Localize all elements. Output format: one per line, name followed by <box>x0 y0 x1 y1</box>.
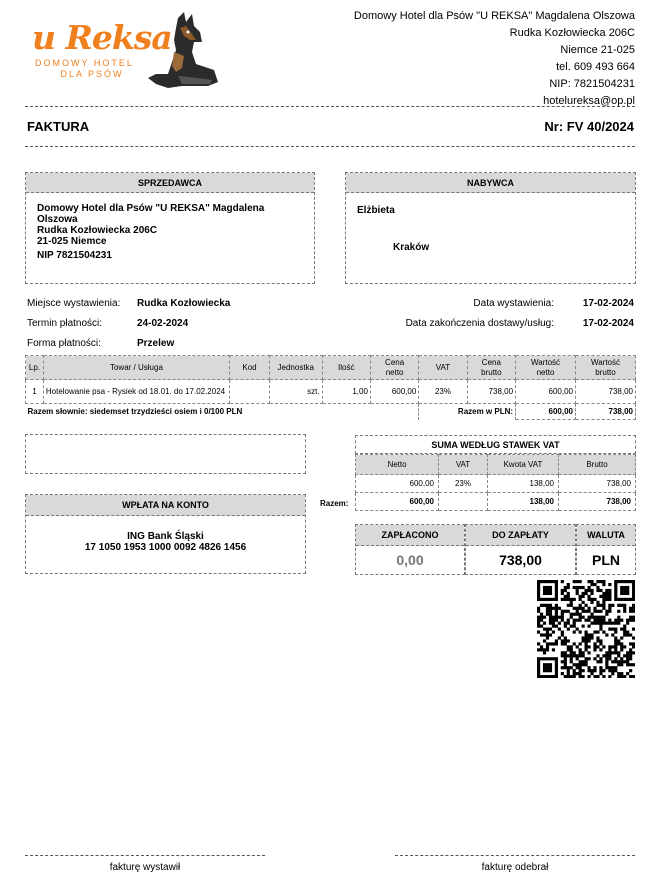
bank-box <box>25 494 306 574</box>
divider <box>25 146 635 147</box>
vat-summary-table <box>355 454 636 511</box>
seller-city: 21-025 Niemce <box>37 236 107 247</box>
bank-header: WPŁATA NA KONTO <box>26 495 305 516</box>
vat-col-amount: Kwota VAT <box>488 455 559 475</box>
seller-nip: NIP 7821504231 <box>37 250 112 261</box>
term-value: 24-02-2024 <box>137 318 189 329</box>
row-net-value: 600,00 <box>516 380 576 404</box>
place-value: Rudka Kozłowiecka <box>137 298 231 309</box>
buyer-header: NABYWCA <box>346 173 635 193</box>
place-label: Miejsce wystawienia: <box>27 298 121 309</box>
row-vat: 23% <box>419 380 467 404</box>
paid-box <box>355 524 465 575</box>
table-row <box>26 380 636 404</box>
logo <box>26 12 226 92</box>
col-name: Towar / Usługa <box>43 356 229 380</box>
total-in-words: Razem słownie: siedemset trzydzieści osiem i 0/100 PLN <box>26 404 419 420</box>
vat-sum-label: Razem: <box>320 499 349 508</box>
invoice-title: FAKTURA <box>27 119 90 134</box>
due-label: DO ZAPŁATY <box>466 525 575 546</box>
dog-icon <box>138 12 220 90</box>
vat-sum-rate-empty <box>439 493 488 511</box>
company-postal: Niemce 21-025 <box>560 44 635 56</box>
buyer-city: Kraków <box>393 242 430 253</box>
seller-name: Domowy Hotel dla Psów "U REKSA" Magdalena Olszowa <box>37 203 265 225</box>
vat-col-net: Netto <box>356 455 439 475</box>
vat-col-gross: Brutto <box>559 455 636 475</box>
vat-row-rate: 23% <box>439 475 488 493</box>
row-net-price: 600,00 <box>370 380 418 404</box>
delivery-date-label: Data zakończenia dostawy/usług: <box>405 318 554 329</box>
seller-details <box>26 193 314 261</box>
delivery-date-value: 17-02-2024 <box>582 318 634 329</box>
term-label: Termin płatności: <box>27 318 103 329</box>
company-name: Domowy Hotel dla Psów "U REKSA" Magdalena Olszowa <box>353 10 635 22</box>
currency-box <box>576 524 636 575</box>
row-unit: szt. <box>269 380 322 404</box>
row-qty: 1,00 <box>322 380 370 404</box>
due-box <box>465 524 576 575</box>
vat-sum-gross: 738,00 <box>559 493 636 511</box>
issue-date-label: Data wystawienia: <box>473 298 554 309</box>
row-lp: 1 <box>26 380 44 404</box>
qr-code-icon <box>537 580 635 678</box>
notes-box <box>25 434 306 474</box>
vat-row-net: 600,00 <box>356 475 439 493</box>
vat-header-row <box>356 455 636 475</box>
col-gross-value: Wartość brutto <box>575 356 635 380</box>
signature-issued-label: fakturę wystawił <box>109 862 181 873</box>
company-email: hotelureksa@op.pl <box>543 95 635 107</box>
due-value: 738,00 <box>499 552 542 568</box>
vat-sum-net: 600,00 <box>356 493 439 511</box>
items-header-row <box>26 356 636 380</box>
total-label: Razem w PLN: <box>419 404 516 420</box>
buyer-name: Elżbieta <box>357 205 395 216</box>
vat-row-gross: 738,00 <box>559 475 636 493</box>
company-phone: tel. 609 493 664 <box>556 61 635 73</box>
paid-label: ZAPŁACONO <box>356 525 464 546</box>
col-gross-price: Cena brutto <box>467 356 515 380</box>
seller-header: SPRZEDAWCA <box>26 173 314 193</box>
payment-form-label: Forma płatności: <box>27 338 101 349</box>
col-vat: VAT <box>419 356 467 380</box>
signature-received-label: fakturę odebrał <box>481 862 549 873</box>
vat-row-amount: 138,00 <box>488 475 559 493</box>
issue-date-value: 17-02-2024 <box>582 298 634 309</box>
vat-col-rate: VAT <box>439 455 488 475</box>
currency-label: WALUTA <box>577 525 635 546</box>
col-lp: Lp. <box>26 356 44 380</box>
row-gross-price: 738,00 <box>467 380 515 404</box>
total-gross: 738,00 <box>575 404 635 420</box>
col-unit: Jednostka <box>269 356 322 380</box>
col-net-value: Wartość netto <box>516 356 576 380</box>
table-row <box>356 475 636 493</box>
company-street: Rudka Kozłowiecka 206C <box>509 27 635 39</box>
total-net: 600,00 <box>516 404 576 420</box>
logo-line1: DOMOWY HOTEL <box>35 58 134 68</box>
items-total-row <box>26 404 636 420</box>
bank-name: ING Bank Śląski <box>127 531 204 542</box>
signature-line-received <box>395 855 635 856</box>
divider <box>25 106 635 107</box>
invoice-number: Nr: FV 40/2024 <box>544 119 634 134</box>
seller-box <box>25 172 315 284</box>
vat-summary-header: SUMA WEDŁUG STAWEK VAT <box>355 435 636 454</box>
seller-street: Rudka Kozłowiecka 206C <box>37 225 158 236</box>
company-nip: NIP: 7821504231 <box>549 78 635 90</box>
vat-sum-row <box>356 493 636 511</box>
logo-brand: u Reksa <box>32 18 172 57</box>
col-qty: Ilość <box>322 356 370 380</box>
vat-sum-amount: 138,00 <box>488 493 559 511</box>
payment-form-value: Przelew <box>137 338 175 349</box>
signature-line-issued <box>25 855 265 856</box>
buyer-box <box>345 172 636 284</box>
row-code <box>230 380 270 404</box>
paid-value: 0,00 <box>396 552 424 568</box>
row-name: Hotelowanie psa - Rysiek od 18.01. do 17.02.2024 <box>43 380 229 404</box>
col-code: Kod <box>230 356 270 380</box>
bank-account: 17 1050 1953 1000 0092 4826 1456 <box>84 542 247 553</box>
col-net-price: Cena netto <box>370 356 418 380</box>
currency-value: PLN <box>592 552 620 568</box>
logo-line2: DLA PSÓW <box>60 69 124 79</box>
items-table <box>25 355 636 420</box>
row-gross-value: 738,00 <box>575 380 635 404</box>
company-info <box>354 8 635 110</box>
